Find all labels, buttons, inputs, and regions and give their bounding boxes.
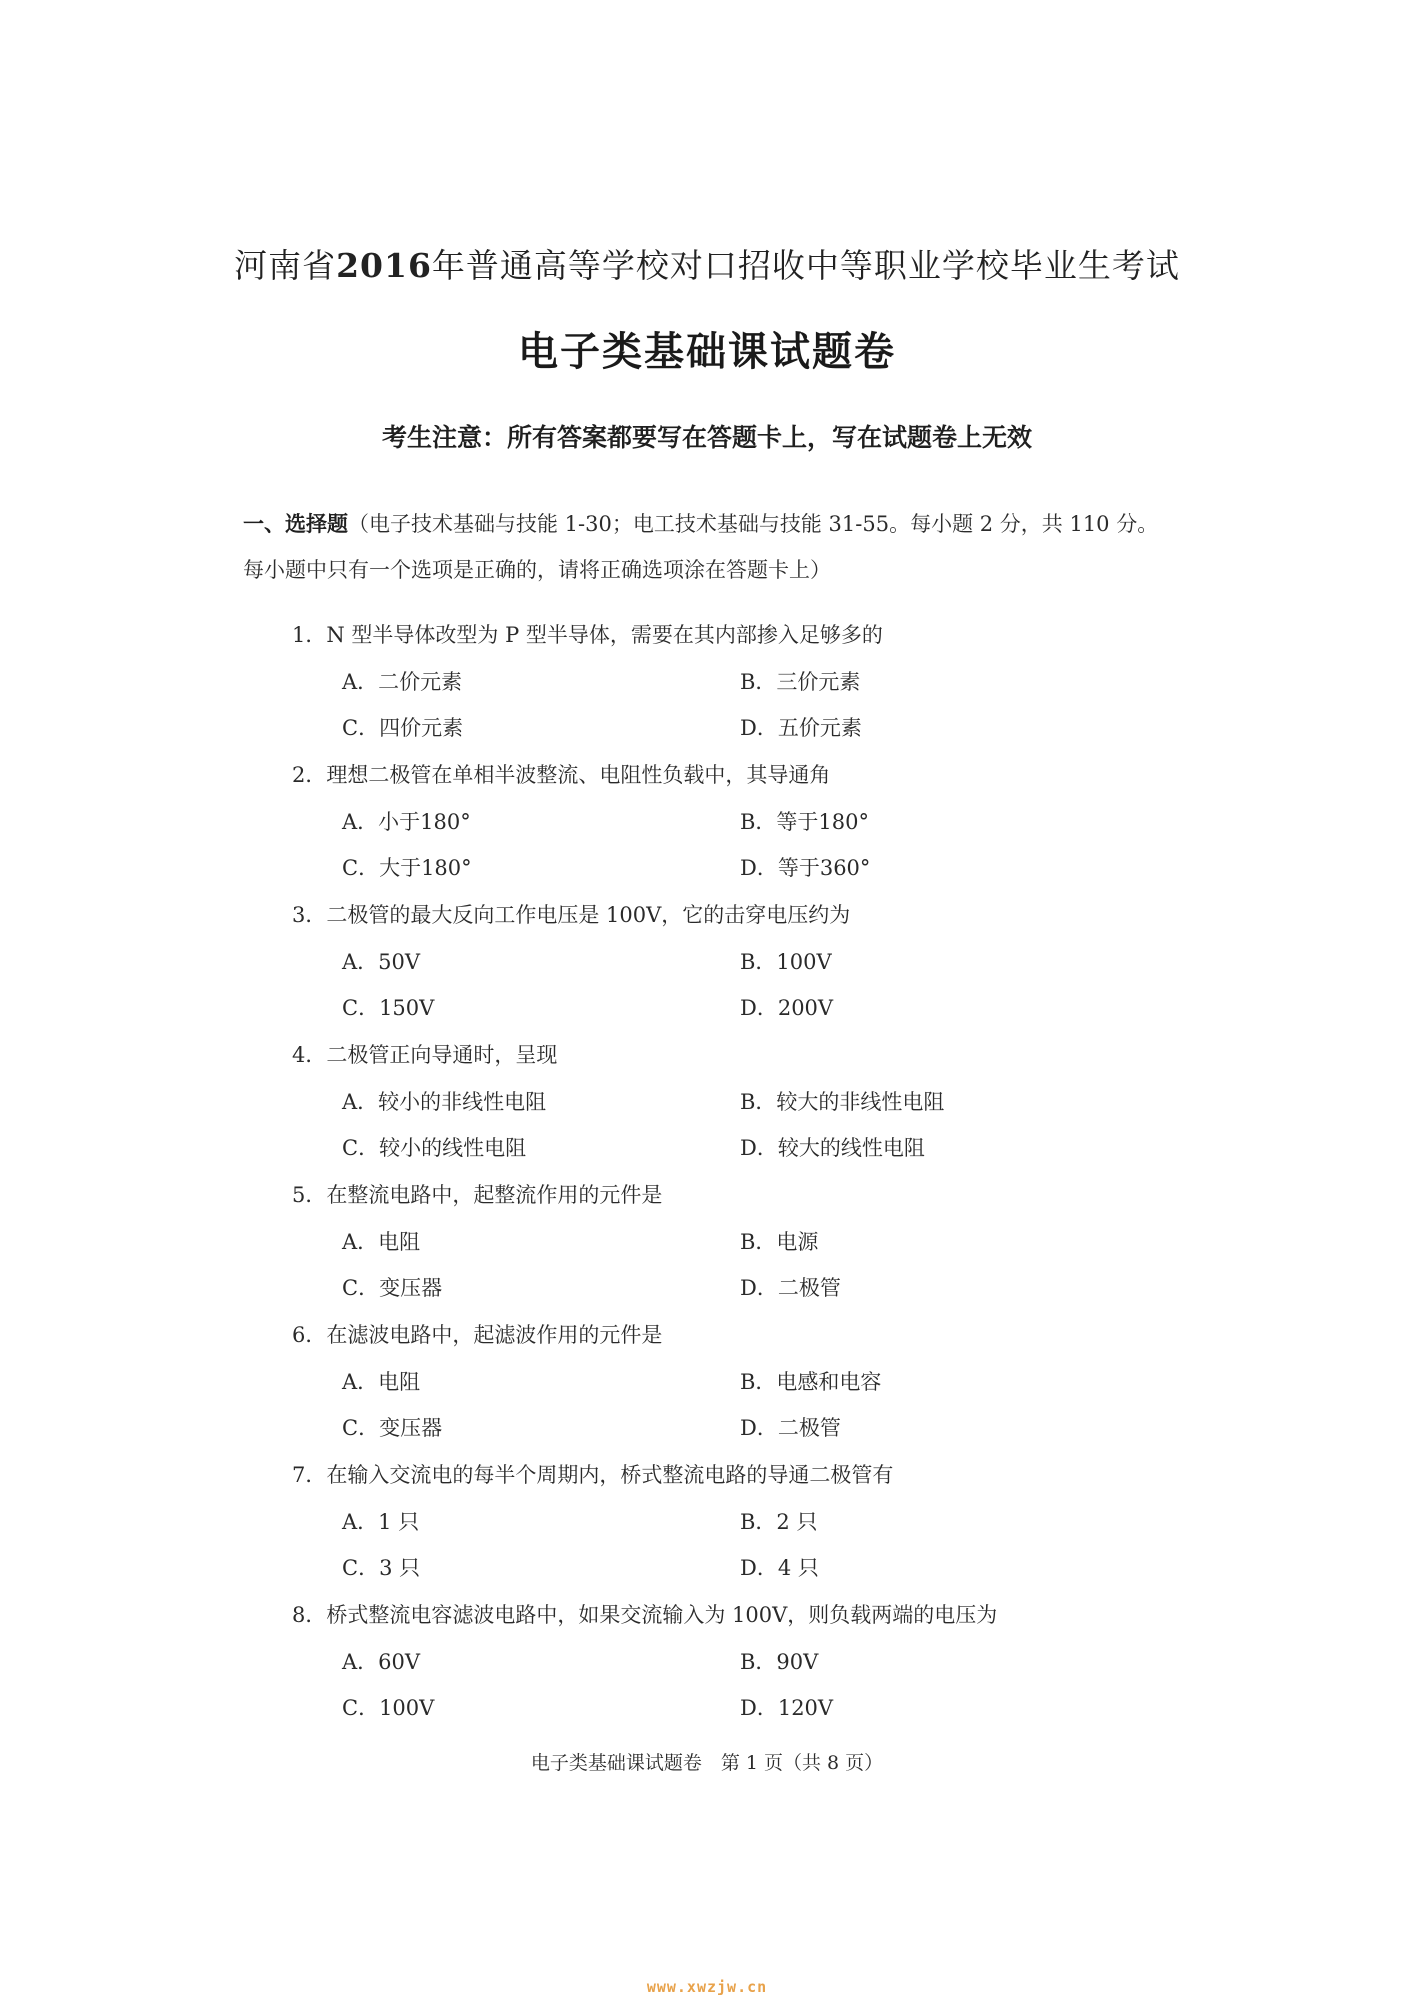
question-stem: 1．N 型半导体改型为 P 型半导体，需要在其内部掺入足够多的 [292, 623, 883, 647]
option-d: D．二极管 [740, 1416, 841, 1440]
page-footer: 电子类基础课试题卷 第 1 页（共 8 页） [530, 1752, 884, 1774]
option-c: C．变压器 [342, 1416, 443, 1440]
option-c: C．3 只 [342, 1556, 421, 1580]
option-b: B．较大的非线性电阻 [740, 1090, 945, 1114]
section-description: （电子技术基础与技能 1-30；电工技术基础与技能 31-55。每小题 2 分，共 110 分。每小题中只有一个选项是正确的，请将正确选项涂在答题卡上） [243, 512, 1159, 582]
question-stem: 8．桥式整流电容滤波电路中，如果交流输入为 100V，则负载两端的电压为 [292, 1603, 998, 1627]
option-d: D．二极管 [740, 1276, 841, 1300]
question-stem: 4．二极管正向导通时，呈现 [292, 1043, 558, 1067]
option-c: C．较小的线性电阻 [342, 1136, 527, 1160]
option-a: A．1 只 [342, 1510, 420, 1534]
candidate-notice: 考生注意：所有答案都要写在答题卡上，写在试题卷上无效 [381, 423, 1032, 452]
question-stem: 3．二极管的最大反向工作电压是 100V，它的击穿电压约为 [292, 903, 851, 927]
question-4 [292, 1032, 1172, 1172]
option-d: D．较大的线性电阻 [740, 1136, 925, 1160]
question-6 [292, 1312, 1172, 1452]
option-d: D．120V [740, 1696, 834, 1720]
option-b: B．电感和电容 [740, 1370, 882, 1394]
question-8 [292, 1592, 1172, 1732]
option-d: D．五价元素 [740, 716, 862, 740]
question-stem: 2．理想二极管在单相半波整流、电阻性负载中，其导通角 [292, 763, 831, 787]
question-2 [292, 752, 1172, 892]
exam-title [0, 240, 1414, 287]
option-c: C．变压器 [342, 1276, 443, 1300]
question-stem: 7．在输入交流电的每半个周期内，桥式整流电路的导通二极管有 [292, 1463, 894, 1487]
option-b: B．电源 [740, 1230, 819, 1254]
option-b: B．等于180° [740, 810, 870, 834]
option-b: B．三价元素 [740, 670, 861, 694]
option-d: D．等于360° [740, 856, 871, 880]
option-a: A．小于180° [342, 810, 471, 834]
question-7 [292, 1452, 1172, 1592]
option-b: B．2 只 [740, 1510, 818, 1534]
option-a: A．较小的非线性电阻 [342, 1090, 547, 1114]
question-5 [292, 1172, 1172, 1312]
option-a: A．电阻 [342, 1370, 421, 1394]
option-d: D．200V [740, 996, 834, 1020]
site-watermark: www.xwzjw.cn [646, 1978, 768, 1996]
question-stem: 6．在滤波电路中，起滤波作用的元件是 [292, 1323, 663, 1347]
exam-subtitle: 电子类基础课试题卷 [518, 329, 896, 375]
option-a: A．二价元素 [342, 670, 463, 694]
option-d: D．4 只 [740, 1556, 819, 1580]
option-a: A．电阻 [342, 1230, 421, 1254]
option-b: B．100V [740, 950, 832, 974]
option-c: C．大于180° [342, 856, 472, 880]
option-c: C．150V [342, 996, 435, 1020]
exam-title-year: 2016 [336, 246, 432, 285]
option-a: A．50V [342, 950, 421, 974]
option-b: B．90V [740, 1650, 819, 1674]
question-3 [292, 892, 1172, 1032]
exam-title-pre: 河南省 [234, 246, 337, 285]
question-list [292, 612, 1172, 1732]
option-c: C．四价元素 [342, 716, 464, 740]
question-1 [292, 612, 1172, 752]
section-intro [243, 501, 1178, 593]
exam-title-post: 年普通高等学校对口招收中等职业学校毕业生考试 [431, 246, 1180, 285]
question-stem: 5．在整流电路中，起整流作用的元件是 [292, 1183, 663, 1207]
option-a: A．60V [342, 1650, 421, 1674]
option-c: C．100V [342, 1696, 435, 1720]
section-heading: 一、选择题 [243, 512, 348, 536]
